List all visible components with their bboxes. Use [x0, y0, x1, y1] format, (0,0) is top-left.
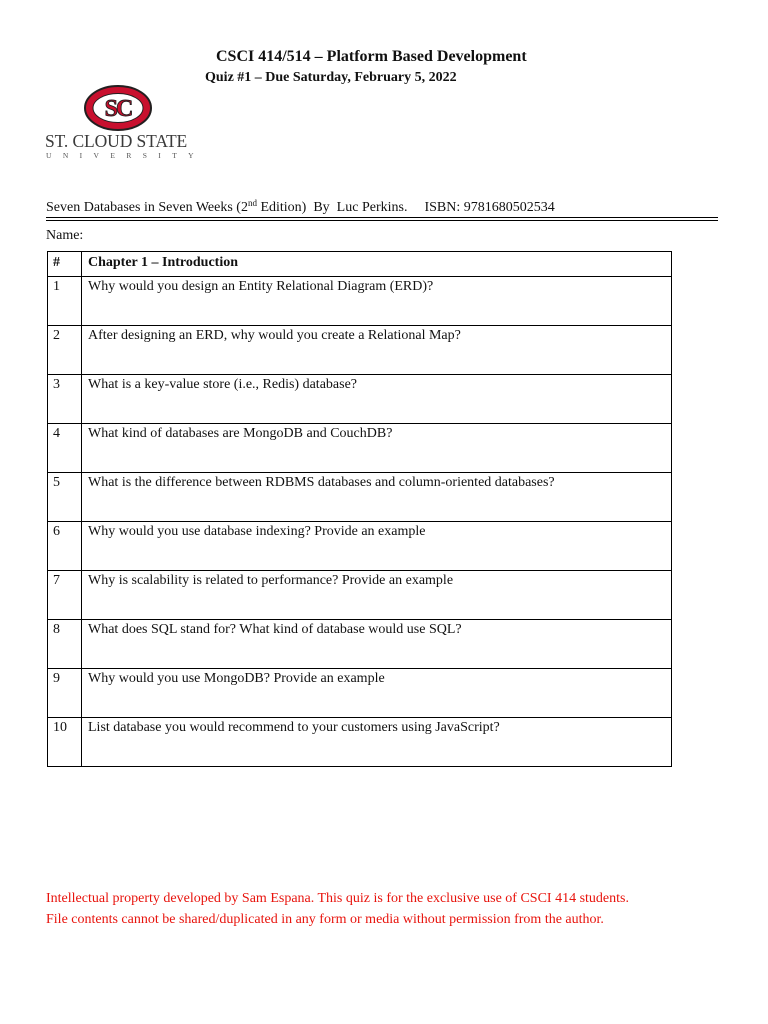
question-text: Why would you design an Entity Relational Diagram (ERD)? — [82, 277, 672, 326]
table-row — [48, 473, 672, 522]
question-text: What is the difference between RDBMS databases and column-oriented databases? — [82, 473, 672, 522]
table-row — [48, 326, 672, 375]
table-row — [48, 620, 672, 669]
university-tagline: UNIVERSITY — [46, 151, 205, 160]
copyright-notice — [46, 888, 629, 930]
question-text: Why would you use database indexing? Provide an example — [82, 522, 672, 571]
question-number: 1 — [48, 277, 82, 326]
question-number: 3 — [48, 375, 82, 424]
name-label: Name: — [46, 228, 84, 243]
header-chapter: Chapter 1 – Introduction — [82, 252, 672, 277]
question-number: 6 — [48, 522, 82, 571]
table-row — [48, 522, 672, 571]
table-row — [48, 571, 672, 620]
document-subtitle: Quiz #1 – Due Saturday, February 5, 2022 — [205, 70, 457, 85]
question-text: Why would you use MongoDB? Provide an example — [82, 669, 672, 718]
question-number: 8 — [48, 620, 82, 669]
table-row — [48, 375, 672, 424]
question-number: 5 — [48, 473, 82, 522]
edition-superscript: nd — [247, 198, 257, 208]
question-text: Why is scalability is related to performance? Provide an example — [82, 571, 672, 620]
university-name: ST. CLOUD STATE — [45, 131, 188, 151]
quiz-table — [47, 251, 672, 767]
question-text: After designing an ERD, why would you create a Relational Map? — [82, 326, 672, 375]
question-text: List database you would recommend to your customers using JavaScript? — [82, 718, 672, 767]
book-isbn: ISBN: 9781680502534 — [424, 200, 555, 215]
book-author: By Luc Perkins. — [313, 200, 408, 215]
question-number: 4 — [48, 424, 82, 473]
question-number: 10 — [48, 718, 82, 767]
book-reference — [46, 199, 555, 217]
table-header-row — [48, 252, 672, 277]
question-text: What is a key-value store (i.e., Redis) database? — [82, 375, 672, 424]
copyright-line-1: Intellectual property developed by Sam Espana. This quiz is for the exclusive use of CSCI 414 students. — [46, 891, 629, 906]
book-title-edition: Edition) — [256, 200, 307, 215]
question-text: What kind of databases are MongoDB and CouchDB? — [82, 424, 672, 473]
header-number: # — [48, 252, 82, 277]
university-logo-emblem — [82, 83, 154, 133]
document-title: CSCI 414/514 – Platform Based Development — [216, 48, 527, 65]
table-row — [48, 424, 672, 473]
double-divider — [46, 217, 718, 221]
book-title-part: Seven Databases in Seven Weeks (2 — [46, 200, 248, 215]
table-row — [48, 669, 672, 718]
table-row — [48, 718, 672, 767]
emblem-letters: SC — [104, 96, 132, 122]
question-number: 9 — [48, 669, 82, 718]
table-row — [48, 277, 672, 326]
copyright-line-2: File contents cannot be shared/duplicated in any form or media without permission from the author. — [46, 912, 604, 927]
question-number: 7 — [48, 571, 82, 620]
question-text: What does SQL stand for? What kind of database would use SQL? — [82, 620, 672, 669]
question-number: 2 — [48, 326, 82, 375]
